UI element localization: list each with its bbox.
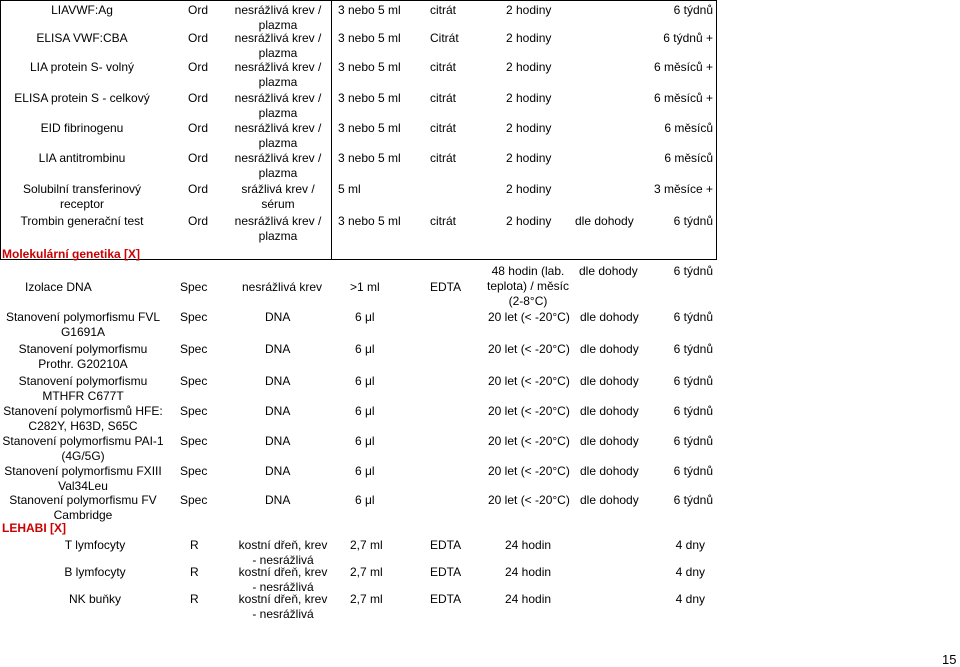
- row-method: Ord: [187, 214, 208, 228]
- row-method: Ord: [187, 31, 208, 45]
- row-frequency: 3 měsíce +: [653, 182, 713, 196]
- lehabi-frequency: 4 dny: [675, 592, 705, 606]
- poly-method: Spec: [180, 493, 208, 507]
- poly-name: Stanovení polymorfismu FVL G1691A: [5, 310, 161, 339]
- row-amount: 3 nebo 5 ml: [338, 31, 401, 45]
- row-material: nesrážlivá krev / plazma: [234, 91, 322, 120]
- lehabi-container: EDTA: [430, 565, 462, 579]
- poly-amount: 6 μl: [355, 493, 375, 507]
- row-transport: 2 hodiny: [506, 91, 552, 105]
- poly-frequency: 6 týdnů: [673, 374, 713, 388]
- poly-material: DNA: [265, 310, 291, 324]
- poly-transport: 20 let (< -20°C): [488, 404, 570, 418]
- poly-stability: dle dohody: [580, 310, 639, 324]
- poly-amount: 6 μl: [355, 464, 375, 478]
- table-border-top: [0, 0, 717, 1]
- poly-transport: 20 let (< -20°C): [488, 464, 570, 478]
- poly-method: Spec: [180, 342, 208, 356]
- poly-stability: dle dohody: [580, 493, 639, 507]
- poly-frequency: 6 týdnů: [673, 310, 713, 324]
- table-border-right: [716, 0, 717, 259]
- poly-method: Spec: [180, 464, 208, 478]
- row-amount: 3 nebo 5 ml: [338, 3, 401, 17]
- row-transport: 2 hodiny: [506, 182, 552, 196]
- lehabi-material: kostní dřeň, krev - nesrážlivá: [238, 565, 328, 594]
- poly-stability: dle dohody: [580, 404, 639, 418]
- row-frequency: 6 měsíců: [664, 121, 713, 135]
- poly-name: Stanovení polymorfismu Prothr. G20210A: [18, 342, 148, 371]
- lehabi-amount: 2,7 ml: [350, 538, 383, 552]
- row-method: Ord: [187, 60, 208, 74]
- poly-frequency: 6 týdnů: [673, 464, 713, 478]
- poly-stability: dle dohody: [580, 434, 639, 448]
- table-border-left: [0, 0, 1, 259]
- row-name: Trombin generační test: [20, 214, 144, 228]
- poly-method: Spec: [180, 434, 208, 448]
- row-container: Citrát: [430, 31, 459, 45]
- poly-amount: 6 μl: [355, 434, 375, 448]
- poly-transport: 20 let (< -20°C): [488, 342, 570, 356]
- poly-material: DNA: [265, 374, 291, 388]
- row-container: citrát: [430, 214, 457, 228]
- lehabi-name: NK buňky: [68, 592, 122, 606]
- row-material: nesrážlivá krev / plazma: [234, 214, 322, 243]
- row-transport: 2 hodiny: [506, 121, 552, 135]
- row-method: Ord: [187, 151, 208, 165]
- row-amount: 3 nebo 5 ml: [338, 121, 401, 135]
- dna-amount: >1 ml: [350, 280, 380, 294]
- poly-frequency: 6 týdnů: [673, 404, 713, 418]
- row-method: Ord: [187, 121, 208, 135]
- row-amount: 3 nebo 5 ml: [338, 151, 401, 165]
- poly-material: DNA: [265, 464, 291, 478]
- dna-material: nesrážlivá krev: [242, 280, 323, 294]
- lehabi-method: R: [190, 592, 199, 606]
- lehabi-name: B lymfocyty: [64, 565, 126, 579]
- poly-frequency: 6 týdnů: [673, 342, 713, 356]
- row-container: citrát: [430, 60, 457, 74]
- dna-name: Izolace DNA: [25, 280, 92, 294]
- row-frequency: 6 měsíců +: [653, 60, 713, 74]
- poly-transport: 20 let (< -20°C): [488, 434, 570, 448]
- section-header-lehabi: LEHABI [X]: [2, 521, 66, 535]
- poly-name: Stanovení polymorfismu PAI-1 (4G/5G): [2, 434, 164, 463]
- poly-method: Spec: [180, 310, 208, 324]
- row-material: nesrážlivá krev / plazma: [234, 31, 322, 60]
- dna-method: Spec: [180, 280, 208, 294]
- row-container: citrát: [430, 151, 457, 165]
- poly-transport: 20 let (< -20°C): [488, 493, 570, 507]
- row-amount: 5 ml: [338, 182, 361, 196]
- poly-amount: 6 μl: [355, 404, 375, 418]
- poly-method: Spec: [180, 404, 208, 418]
- row-transport: 2 hodiny: [506, 60, 552, 74]
- dna-transport: 48 hodin (lab. teplota) / měsíc (2-8°C): [486, 264, 570, 308]
- lehabi-method: R: [190, 565, 199, 579]
- row-material: nesrážlivá krev / plazma: [234, 60, 322, 89]
- row-transport: 2 hodiny: [506, 151, 552, 165]
- poly-material: DNA: [265, 493, 291, 507]
- row-material: nesrážlivá krev / plazma: [234, 151, 322, 180]
- row-name: LIA protein S- volný: [29, 60, 135, 74]
- table-column-divider: [331, 0, 332, 259]
- poly-stability: dle dohody: [580, 464, 639, 478]
- row-name: ELISA VWF:CBA: [36, 31, 128, 45]
- row-frequency: 6 měsíců: [664, 151, 713, 165]
- poly-stability: dle dohody: [580, 342, 639, 356]
- row-amount: 3 nebo 5 ml: [338, 91, 401, 105]
- row-material: nesrážlivá krev / plazma: [234, 3, 322, 32]
- row-name: Solubilní transferinový receptor: [22, 182, 142, 211]
- row-method: Ord: [187, 3, 208, 17]
- poly-transport: 20 let (< -20°C): [488, 310, 570, 324]
- poly-name: Stanovení polymorfismu FV Cambridge: [9, 493, 157, 522]
- poly-name: Stanovení polymorfismu FXIII Val34Leu: [4, 464, 162, 493]
- row-material: srážlivá krev / sérum: [241, 182, 315, 211]
- poly-transport: 20 let (< -20°C): [488, 374, 570, 388]
- row-transport: 2 hodiny: [506, 3, 552, 17]
- poly-amount: 6 μl: [355, 342, 375, 356]
- poly-name: Stanovení polymorfismů HFE: C282Y, H63D, S65C: [3, 404, 163, 433]
- page-number: 15: [942, 652, 957, 667]
- row-name: LIAVWF:Ag: [51, 3, 113, 17]
- lehabi-material: kostní dřeň, krev - nesrážlivá: [238, 538, 328, 567]
- row-frequency: 6 měsíců +: [653, 91, 713, 105]
- row-container: citrát: [430, 91, 457, 105]
- row-method: Ord: [187, 91, 208, 105]
- lehabi-amount: 2,7 ml: [350, 565, 383, 579]
- row-transport: 2 hodiny: [506, 31, 552, 45]
- poly-method: Spec: [180, 374, 208, 388]
- row-name: ELISA protein S - celkový: [14, 91, 150, 105]
- row-name: EID fibrinogenu: [40, 121, 124, 135]
- row-stability: dle dohody: [575, 214, 634, 228]
- poly-frequency: 6 týdnů: [673, 493, 713, 507]
- poly-frequency: 6 týdnů: [673, 434, 713, 448]
- lehabi-amount: 2,7 ml: [350, 592, 383, 606]
- row-material: nesrážlivá krev / plazma: [234, 121, 322, 150]
- lehabi-frequency: 4 dny: [675, 538, 705, 552]
- dna-container: EDTA: [430, 280, 462, 294]
- dna-stability: dle dohody: [579, 264, 638, 278]
- lehabi-container: EDTA: [430, 538, 462, 552]
- poly-material: DNA: [265, 342, 291, 356]
- row-frequency: 6 týdnů: [673, 214, 713, 228]
- lehabi-transport: 24 hodin: [505, 592, 552, 606]
- lehabi-container: EDTA: [430, 592, 462, 606]
- poly-amount: 6 μl: [355, 374, 375, 388]
- poly-material: DNA: [265, 404, 291, 418]
- row-name: LIA antitrombinu: [38, 151, 126, 165]
- row-method: Ord: [187, 182, 208, 196]
- row-amount: 3 nebo 5 ml: [338, 60, 401, 74]
- row-frequency: 6 týdnů: [673, 3, 713, 17]
- row-frequency: 6 týdnů +: [663, 31, 713, 45]
- row-container: citrát: [430, 3, 457, 17]
- section-header-molecular: Molekulární genetika [X]: [2, 247, 141, 261]
- lehabi-transport: 24 hodin: [505, 565, 552, 579]
- row-transport: 2 hodiny: [506, 214, 552, 228]
- row-container: citrát: [430, 121, 457, 135]
- lehabi-transport: 24 hodin: [505, 538, 552, 552]
- dna-frequency: 6 týdnů: [673, 264, 713, 278]
- poly-name: Stanovení polymorfismu MTHFR C677T: [18, 374, 148, 403]
- lehabi-frequency: 4 dny: [675, 565, 705, 579]
- lehabi-method: R: [190, 538, 199, 552]
- poly-stability: dle dohody: [580, 374, 639, 388]
- poly-amount: 6 μl: [355, 310, 375, 324]
- row-amount: 3 nebo 5 ml: [338, 214, 401, 228]
- lehabi-material: kostní dřeň, krev - nesrážlivá: [238, 592, 328, 621]
- lehabi-name: T lymfocyty: [64, 538, 126, 552]
- poly-material: DNA: [265, 434, 291, 448]
